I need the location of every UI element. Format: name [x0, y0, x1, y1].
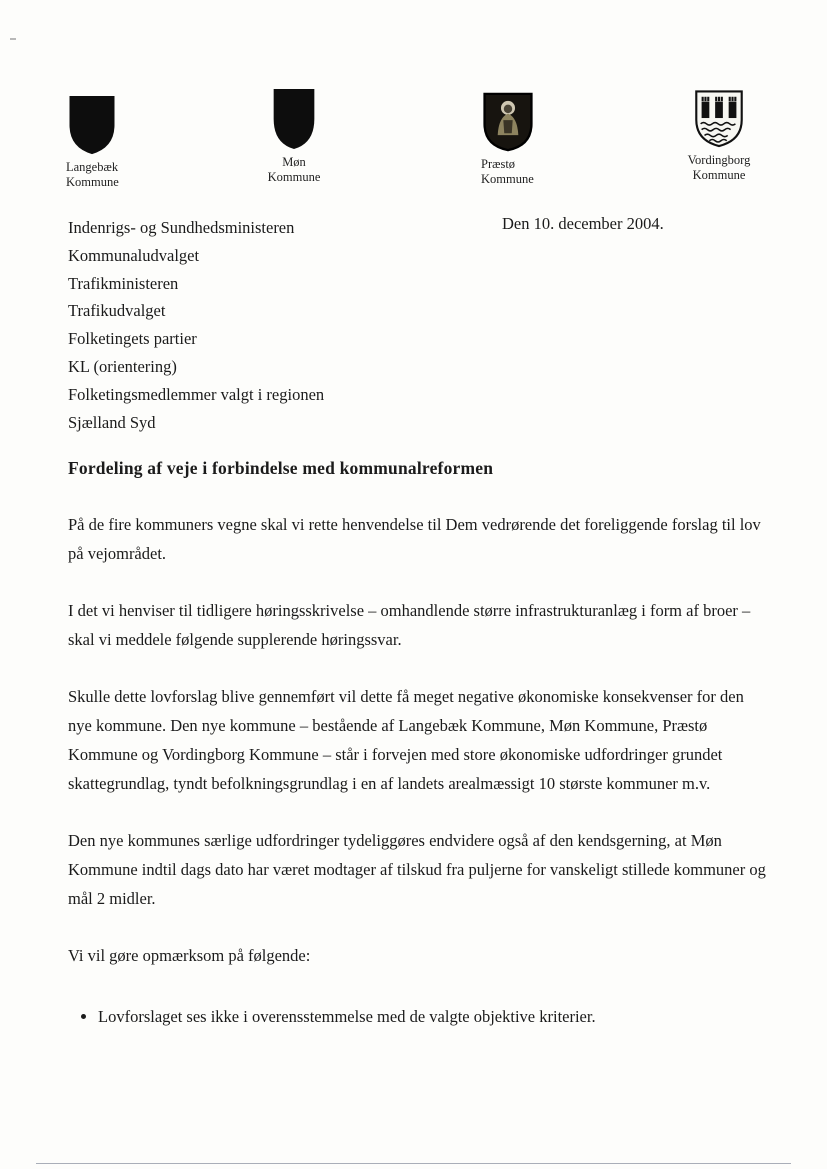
logo-name-line2: Kommune: [481, 172, 534, 186]
recipient-line: Folketingets partier: [68, 329, 197, 349]
bullet-list: [68, 1002, 768, 1031]
vordingborg-coat-of-arms-icon: [676, 90, 762, 148]
logo-vordingborg: [676, 90, 762, 183]
recipients-list: [68, 214, 324, 436]
logo-name-line1: Langebæk: [66, 160, 119, 174]
letter-body: [68, 510, 768, 1031]
logo-praestoe: [481, 92, 553, 187]
moen-coat-of-arms-icon: [252, 88, 336, 150]
paragraph: Den nye kommunes særlige udfordringer tydeliggøres endvidere også af den kendsgerning, at Møn Kommune indtil dags dato har været modtager af tilskud fra puljerne for vanskeligt stillede kommuner og mål 2 midler.: [68, 831, 766, 908]
logo-name-line1: Vordingborg: [687, 153, 751, 167]
scan-speck: [10, 38, 16, 40]
recipient-line: Trafikministeren: [68, 273, 179, 293]
paragraph: På de fire kommuners vegne skal vi rette henvendelse til Dem vedrørende det foreliggende forslag til lov på vejområdet.: [68, 515, 761, 563]
recipient-line: Trafikudvalget: [68, 301, 166, 321]
bullet-item: • Lovforslaget ses ikke i overensstemmelse med de valgte objektive kriterier.: [98, 1002, 768, 1031]
recipient-line: Kommunaludvalget: [68, 245, 200, 265]
paragraph: Skulle dette lovforslag blive gennemført vil dette få meget negative økonomiske konsekvenser for den nye kommune. Den nye kommune – bestående af Langebæk Kommune, Møn Kommune, Præstø Kommune og Vordingborg Kommune – står i forvejen med store økonomiske udfordringer grundet skattegrundlag, tyndt befolkningsgrundlag i en af landets arealmæssigt 10 største kommuner m.v.: [68, 687, 744, 793]
recipient-line: Sjælland Syd: [68, 412, 156, 432]
logo-moen: [252, 88, 336, 185]
langebaek-coat-of-arms-icon: [66, 95, 136, 155]
paragraph: I det vi henviser til tidligere høringsskrivelse – omhandlende større infrastrukturanlæg i form af broer – skal vi meddele følgende supplerende høringssvar.: [68, 601, 751, 649]
praestoe-coat-of-arms-icon: [481, 92, 553, 152]
recipient-line: Folketingsmedlemmer valgt i regionen: [68, 384, 325, 404]
letter-date: Den 10. december 2004.: [502, 214, 664, 233]
logo-name-line2: Kommune: [66, 175, 119, 189]
logo-name-line2: Kommune: [267, 170, 321, 184]
logo-caption: [676, 153, 762, 183]
recipient-line: Indenrigs- og Sundhedsministeren: [68, 218, 295, 237]
logo-caption: [252, 155, 336, 185]
logo-caption: [481, 157, 553, 187]
recipient-line: KL (orientering): [68, 356, 177, 376]
logo-name-line1: Møn: [282, 155, 306, 169]
scan-artifact-line: [36, 1163, 791, 1164]
paragraph: Vi vil gøre opmærksom på følgende:: [68, 946, 311, 965]
logo-name-line1: Præstø: [481, 157, 516, 171]
subject-heading: Fordeling af veje i forbindelse med kommunalreformen: [68, 458, 494, 478]
logo-langebaek: [66, 95, 136, 190]
logo-caption: [66, 160, 136, 190]
logo-name-line2: Kommune: [692, 168, 746, 182]
